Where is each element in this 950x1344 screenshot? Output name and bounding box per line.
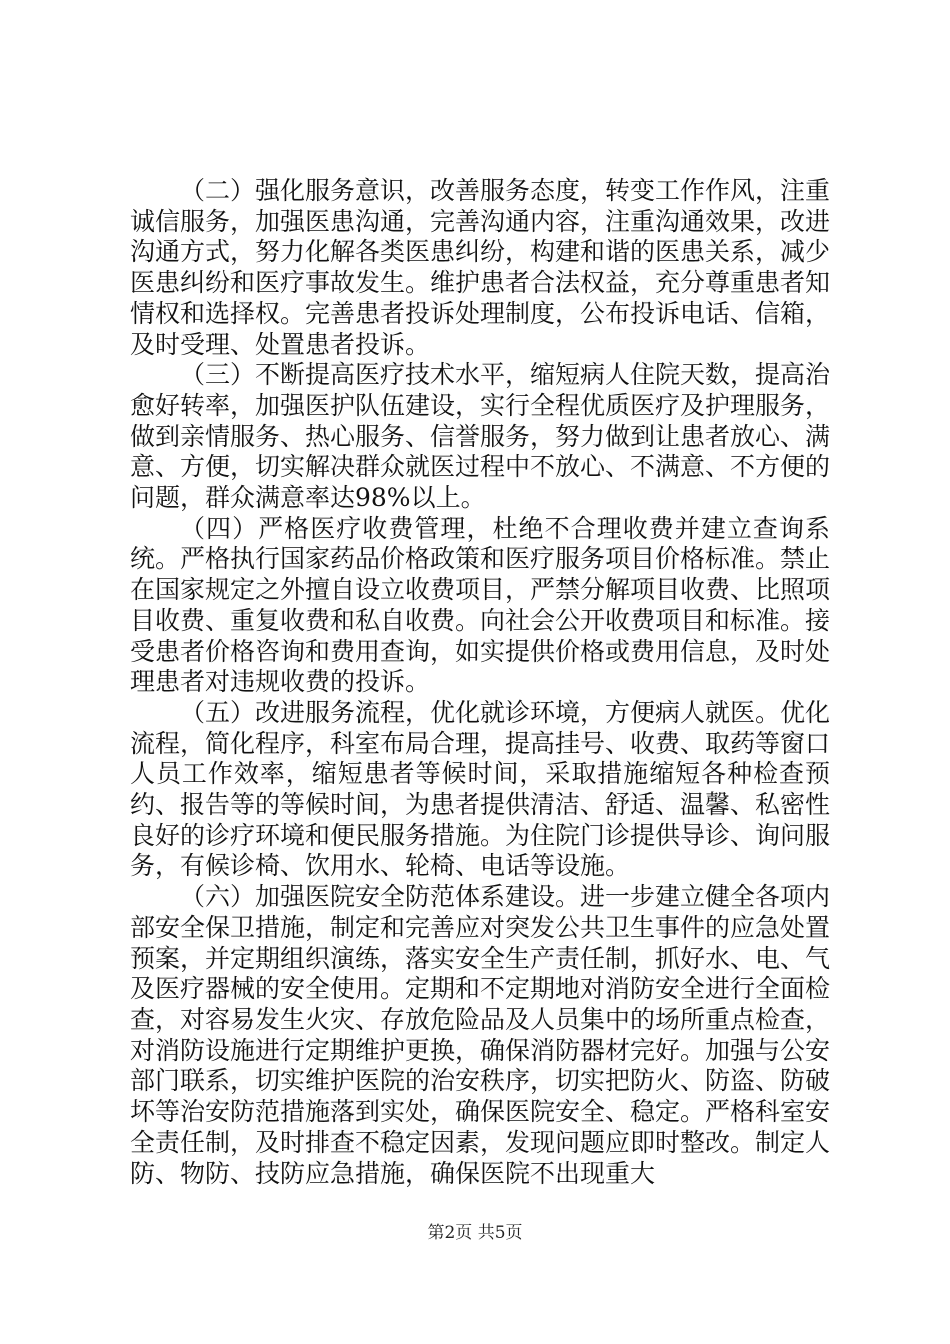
paragraph-2: （二）强化服务意识，改善服务态度，转变工作作风，注重诚信服务，加强医患沟通，完善沟通内容，注重沟通效果，改进沟通方式，努力化解各类医患纠纷，构建和谐的医患关系，减少医患纠纷和医疗事故发生。维护患者合法权益，充分尊重患者知情权和选择权。完善患者投诉处理制度，公布投诉电话、信箱，及时受理、处置患者投诉。 [130, 176, 831, 359]
page-number-footer: 第2页 共5页 [427, 1223, 523, 1243]
paragraph-5: （五）改进服务流程，优化就诊环境，方便病人就医。优化流程，简化程序，科室布局合理，提高挂号、收费、取药等窗口人员工作效率，缩短患者等候时间，采取措施缩短各种检查预约、报告等的等候时间，为患者提供清洁、舒适、温馨、私密性良好的诊疗环境和便民服务措施。为住院门诊提供导诊、询问服务，有候诊椅、饮用水、轮椅、电话等设施。 [130, 697, 831, 881]
paragraph-4: （四）严格医疗收费管理，杜绝不合理收费并建立查询系统。严格执行国家药品价格政策和医疗服务项目价格标准。禁止在国家规定之外擅自设立收费项目，严禁分解项目收费、比照项目收费、重复收费和私自收费。向社会公开收费项目和标准。接受患者价格咨询和费用查询，如实提供价格或费用信息，及时处理患者对违规收费的投诉。 [130, 513, 831, 697]
paragraph-3: （三）不断提高医疗技术水平，缩短病人住院天数，提高治愈好转率，加强医护队伍建设，实行全程优质医疗及护理服务，做到亲情服务、热心服务、信誉服务，努力做到让患者放心、满意、方便，切实解决群众就医过程中不放心、不满意、不方便的问题，群众满意率达98%以上。 [130, 360, 831, 513]
paragraph-6: （六）加强医院安全防范体系建设。进一步建立健全各项内部安全保卫措施，制定和完善应对突发公共卫生事件的应急处置预案，并定期组织演练，落实安全生产责任制，抓好水、电、气及医疗器械的安全使用。定期和不定期地对消防安全进行全面检查，对容易发生火灾、存放危险品及人员集中的场所重点检查，对消防设施进行定期维护更换，确保消防器材完好。加强与公安部门联系，切实维护医院的治安秩序，切实把防火、防盗、防破坏等治安防范措施落到实处，确保医院安全、稳定。严格科室安全责任制，及时排查不稳定因素，发现问题应即时整改。制定人防、物防、技防应急措施，确保医院不出现重大 [130, 882, 831, 1188]
document-body [130, 176, 830, 1189]
